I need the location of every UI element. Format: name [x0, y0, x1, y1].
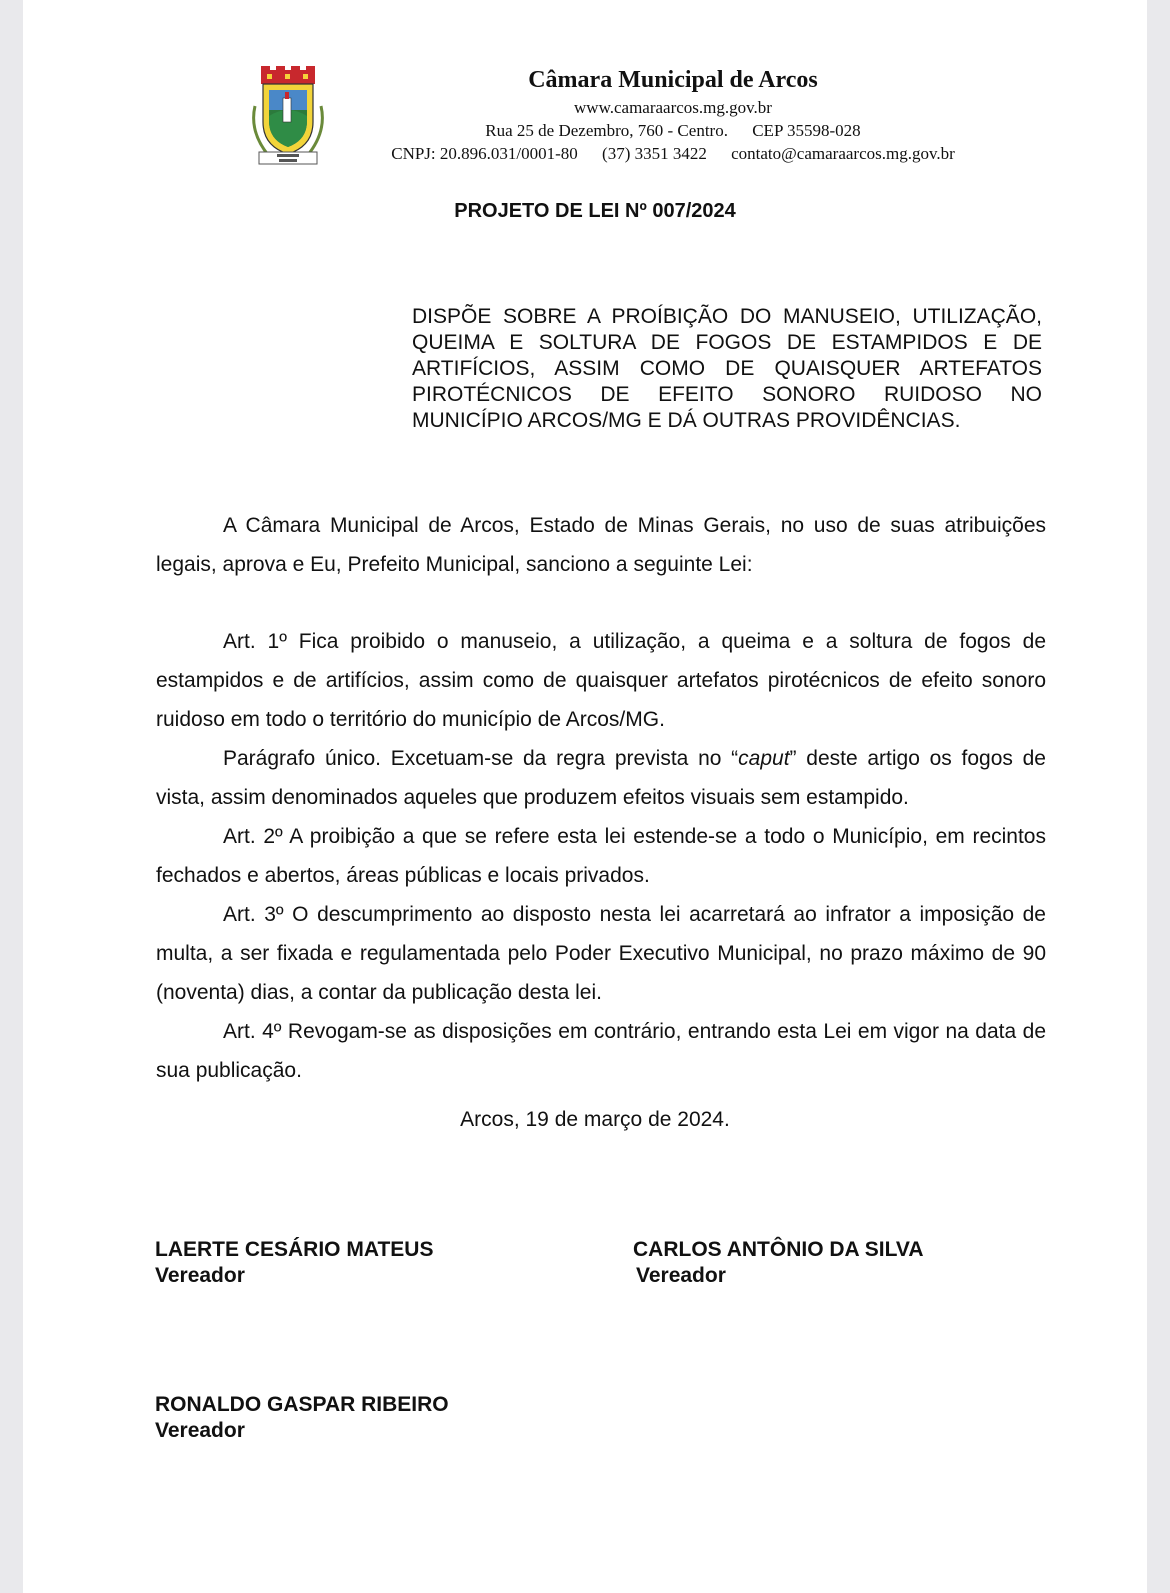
institution-name: Câmara Municipal de Arcos — [528, 67, 818, 93]
article-4: Art. 4º Revogam-se as disposições em contrário, entrando esta Lei em vigor na data de sua publicação. — [156, 1020, 1046, 1082]
email: contato@camaraarcos.mg.gov.br — [731, 144, 955, 163]
signatory-role: Vereador — [636, 1264, 726, 1287]
signature-block — [155, 1237, 433, 1289]
bill-title: PROJETO DE LEI Nº 007/2024 — [454, 200, 736, 222]
bill-body — [156, 506, 1046, 1090]
article-2: Art. 2º A proibição a que se refere esta lei estende-se a todo o Município, em recintos fechados e abertos, áreas públicas e locais privados. — [156, 825, 1046, 887]
phone: (37) 3351 3422 — [602, 144, 707, 163]
signatory-name: CARLOS ANTÔNIO DA SILVA — [633, 1238, 924, 1261]
document-page — [23, 0, 1147, 1593]
signatory-name: RONALDO GASPAR RIBEIRO — [155, 1393, 449, 1416]
sole-paragraph-start: Parágrafo único. Excetuam-se da regra prevista no “ — [223, 747, 739, 770]
sole-paragraph-end: ” deste artigo os fogos de vista, assim denominados aqueles que produzem efeitos visuais sem estampido. — [156, 747, 1046, 809]
caput-term: caput — [738, 747, 790, 770]
cep: CEP 35598-028 — [752, 121, 861, 140]
contact-line — [323, 142, 1023, 165]
signatory-role: Vereador — [155, 1419, 245, 1442]
signatory-name: LAERTE CESÁRIO MATEUS — [155, 1238, 434, 1261]
preamble: A Câmara Municipal de Arcos, Estado de Minas Gerais, no uso de suas atribuições legais, aprova e Eu, Prefeito Municipal, sanciono a seguinte Lei: — [156, 514, 1046, 576]
signature-block — [633, 1237, 924, 1289]
address-line — [323, 119, 1023, 142]
website: www.camaraarcos.mg.gov.br — [574, 98, 772, 117]
date-line: Arcos, 19 de março de 2024. — [460, 1108, 730, 1131]
municipal-coat-of-arms-icon — [247, 66, 329, 170]
address: Rua 25 de Dezembro, 760 - Centro. — [485, 121, 728, 140]
article-3: Art. 3º O descumprimento ao disposto nesta lei acarretará ao infrator a imposição de multa, a ser fixada e regulamentada pelo Poder Executivo Municipal, no prazo máximo de 90 (noventa) dias, a contar da publicação desta lei. — [156, 903, 1046, 1004]
sole-paragraph — [156, 739, 1046, 817]
signature-block — [155, 1392, 449, 1444]
ementa: DISPÕE SOBRE A PROÍBIÇÃO DO MANUSEIO, UTILIZAÇÃO, QUEIMA E SOLTURA DE FOGOS DE ESTAMPIDOS E DE ARTIFÍCIOS, ASSIM COMO DE QUAISQUER ARTEFATOS PIROTÉCNICOS DE EFEITO SONORO RUIDOSO NO MUNICÍPIO ARCOS/MG E DÁ OUTRAS PROVIDÊNCIAS. — [412, 305, 1042, 432]
letterhead-text — [323, 64, 1023, 165]
signatory-role: Vereador — [155, 1264, 245, 1287]
cnpj: CNPJ: 20.896.031/0001-80 — [391, 144, 578, 163]
article-1: Art. 1º Fica proibido o manuseio, a utilização, a queima e a soltura de fogos de estampidos e de artifícios, assim como de quaisquer artefatos pirotécnicos de efeito sonoro ruidoso em todo o território do município de Arcos/MG. — [156, 630, 1046, 731]
letterhead — [23, 0, 1147, 180]
